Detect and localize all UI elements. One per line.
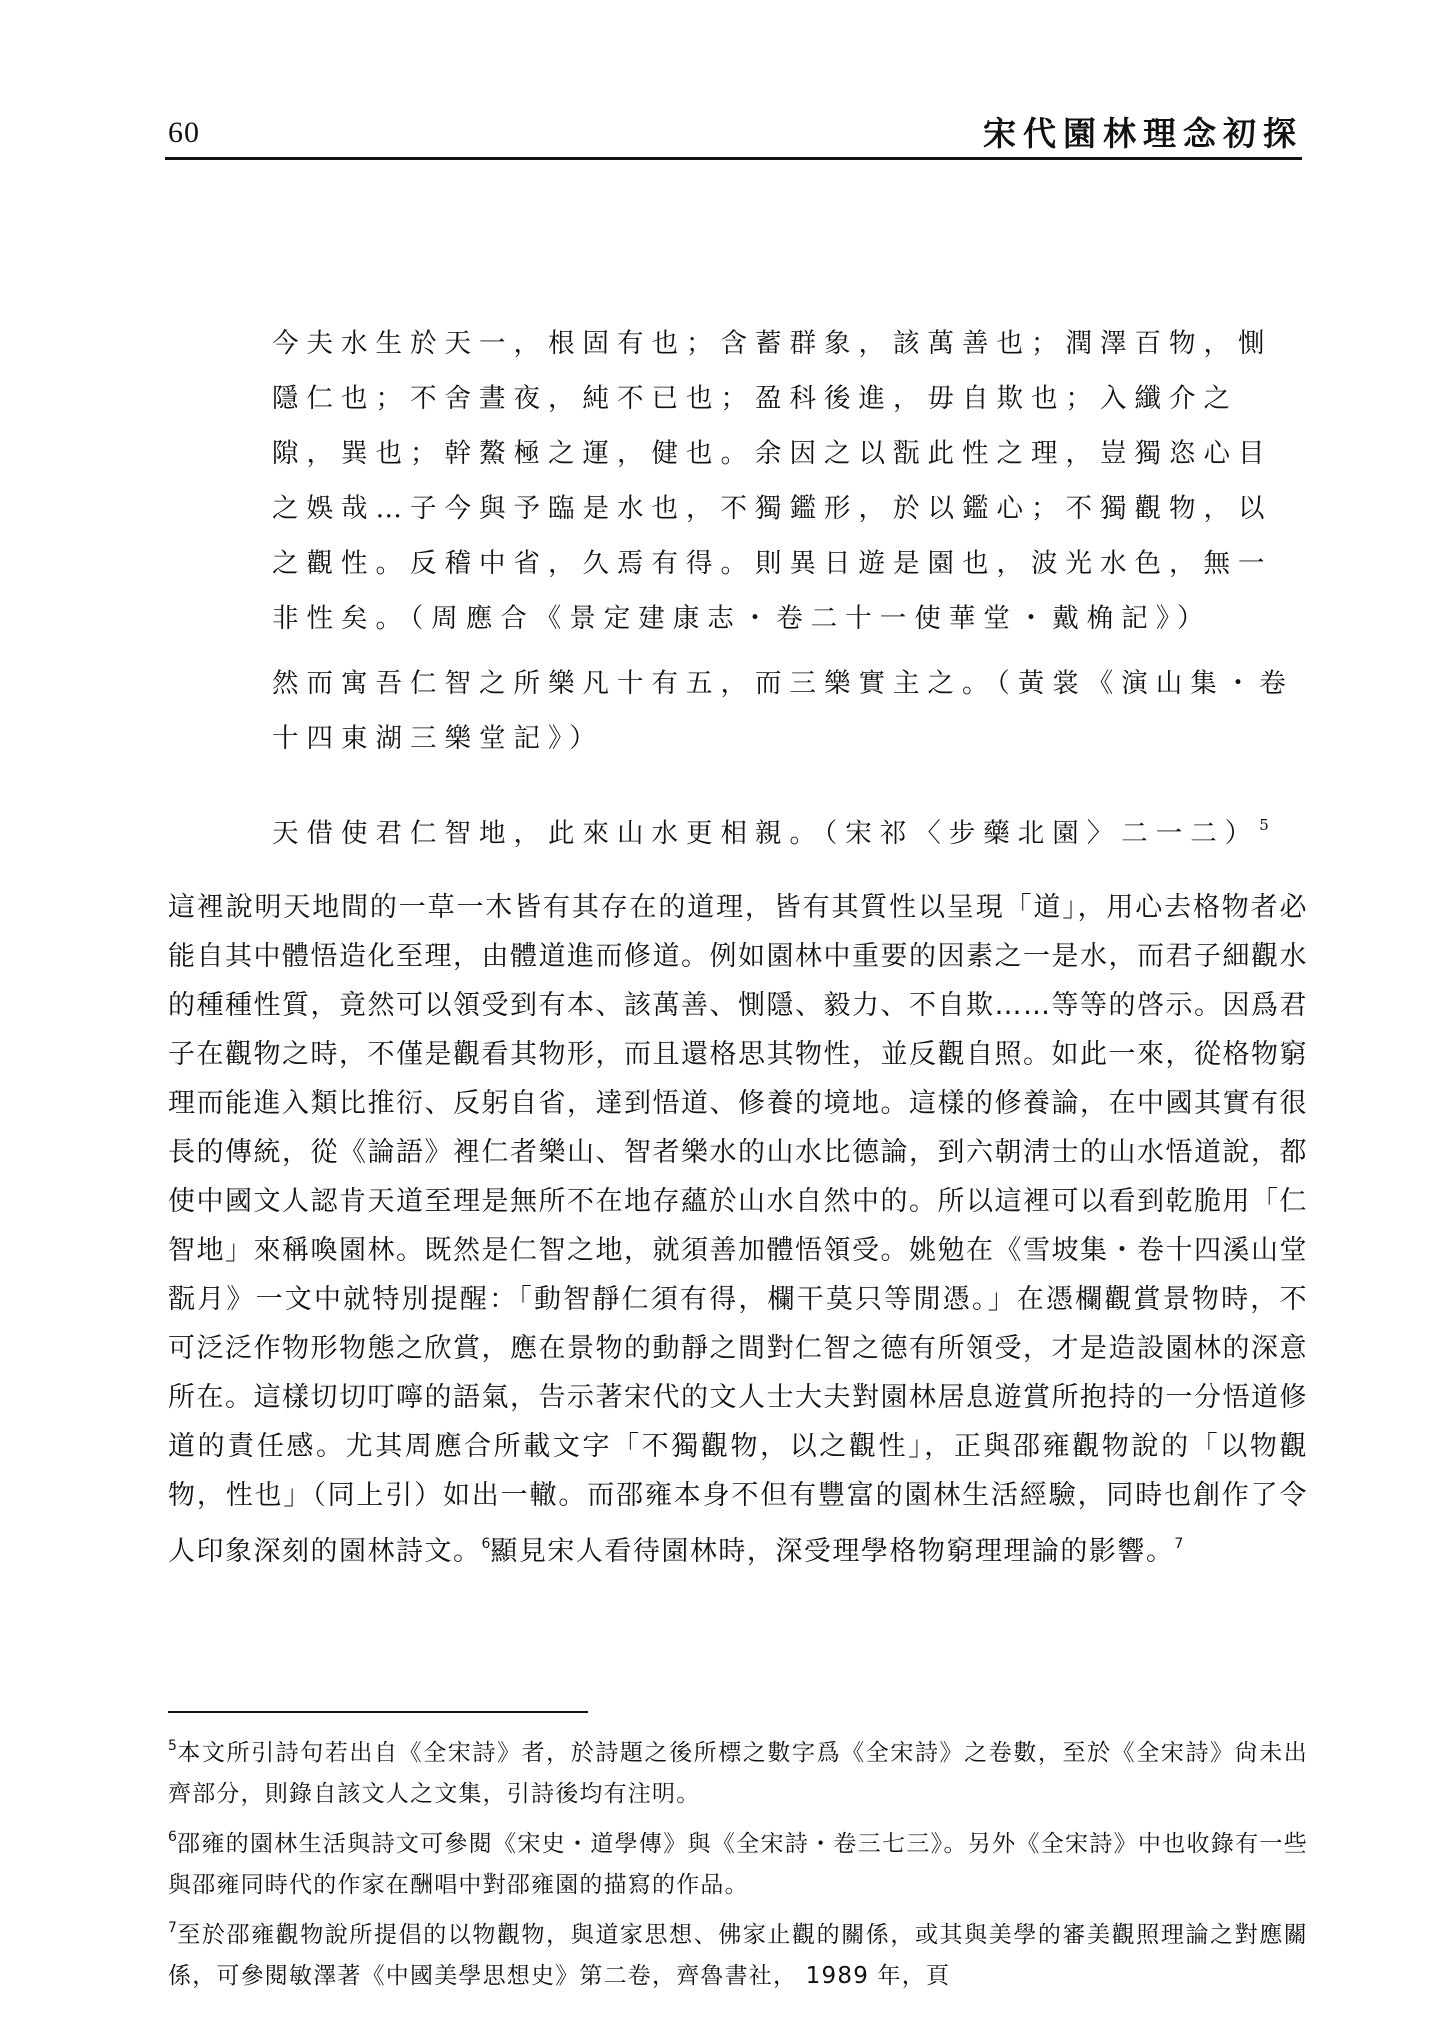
block-quote-3 [272, 798, 1302, 861]
footnote-mark: 7 [168, 1920, 177, 1936]
page-number: 60 [168, 116, 200, 149]
block-quote-1 [272, 316, 1302, 646]
footnote-mark: 6 [168, 1829, 177, 1845]
footnote-5 [168, 1726, 1308, 1815]
footnote-text: 邵雍的園林生活與詩文可參閱《宋史・道學傳》與《全宋詩・卷三七三》。另外《全宋詩》中也收錄有一些與邵雍同時代的作家在酬唱中對邵雍園的描寫的作品。 [168, 1831, 1308, 1898]
footnote-ref-5[interactable]: 5 [1259, 816, 1269, 834]
body-text-tail: 顯見宋人看待園林時，深受理學格物窮理理論的影響。 [490, 1536, 1175, 1567]
footnote-7 [168, 1908, 1308, 1997]
running-title: 宋代園林理念初探 [983, 114, 1303, 153]
quote-text: 今夫水生於天一，根固有也；含蓄群象，該萬善也；潤澤百物，惻隱仁也；不舍晝夜，純不已也；盈科後進，毋自欺也；入纖介之隙，巽也；幹鰲極之運，健也。余因之以翫此性之理，豈獨恣心目之娛哉…子今與予臨是水也，不獨鑑形，於以鑑心；不獨觀物，以之觀性。反稽中省，久焉有得。則異日遊是園也，波光水色，無一非性矣。（周應合《景定建康志・卷二十一使華堂・戴桷記》） [272, 328, 1273, 634]
footnote-ref-6[interactable]: 6 [481, 1536, 491, 1552]
footnote-mark: 5 [168, 1738, 177, 1754]
block-quote-2 [272, 656, 1302, 766]
footnote-ref-7[interactable]: 7 [1174, 1536, 1184, 1552]
body-text: 這裡說明天地間的一草一木皆有其存在的道理，皆有其質性以呈現「道」，用心去格物者必能自其中體悟造化至理，由體道進而修道。例如園林中重要的因素之一是水，而君子細觀水的種種性質，竟然可以領受到有本、該萬善、惻隱、毅力、不自欺……等等的啓示。因爲君子在觀物之時，不僅是觀看其物形，而且還格思其物性，並反觀自照。如此一來，從格物窮理而能進入類比推衍、反躬自省，達到悟道、修養的境地。這樣的修養論，在中國其實有很長的傳統，從《論語》裡仁者樂山、智者樂水的山水比德論，到六朝淸士的山水悟道說，都使中國文人認肯天道至理是無所不在地存蘊於山水自然中的。所以這裡可以看到乾脆用「仁智地」來稱喚園林。既然是仁智之地，就須善加體悟領受。姚勉在《雪坡集・卷十四溪山堂翫月》一文中就特別提醒：「動智靜仁須有得，欄干莫只等閒憑。」在憑欄觀賞景物時，不可泛泛作物形物態之欣賞，應在景物的動靜之間對仁智之德有所領受，才是造設園林的深意所在。這樣切切叮嚀的語氣，告示著宋代的文人士大夫對園林居息遊賞所抱持的一分悟道修道的責任感。尤其周應合所載文字「不獨觀物，以之觀性」，正與邵雍觀物說的「以物觀物，性也」（同上引）如出一轍。而邵雍本身不但有豐富的園林生活經驗，同時也創作了令人印象深刻的園林詩文。 [168, 892, 1308, 1567]
footnote-text: 本文所引詩句若出自《全宋詩》者，於詩題之後所標之數字爲《全宋詩》之卷數，至於《全宋詩》尙未出齊部分，則錄自該文人之文集，引詩後均有注明。 [168, 1740, 1308, 1807]
footnote-text: 至於邵雍觀物說所提倡的以物觀物，與道家思想、佛家止觀的關係，或其與美學的審美觀照理論之對應關係，可參閱敏澤著《中國美學思想史》第二卷，齊魯書社， 1989 年，頁 [168, 1922, 1308, 1989]
footnotes [168, 1726, 1308, 1999]
quote-text: 天借使君仁智地，此來山水更相親。（宋祁〈步藥北園〉二一二） [272, 818, 1260, 849]
footnote-rule [168, 1711, 588, 1713]
quote-text: 然而寓吾仁智之所樂凡十有五，而三樂實主之。（黃裳《演山集・卷十四東湖三樂堂記》） [272, 668, 1294, 754]
footnote-6 [168, 1817, 1308, 1906]
body-paragraph [168, 883, 1308, 1576]
header-rule [165, 157, 1302, 160]
